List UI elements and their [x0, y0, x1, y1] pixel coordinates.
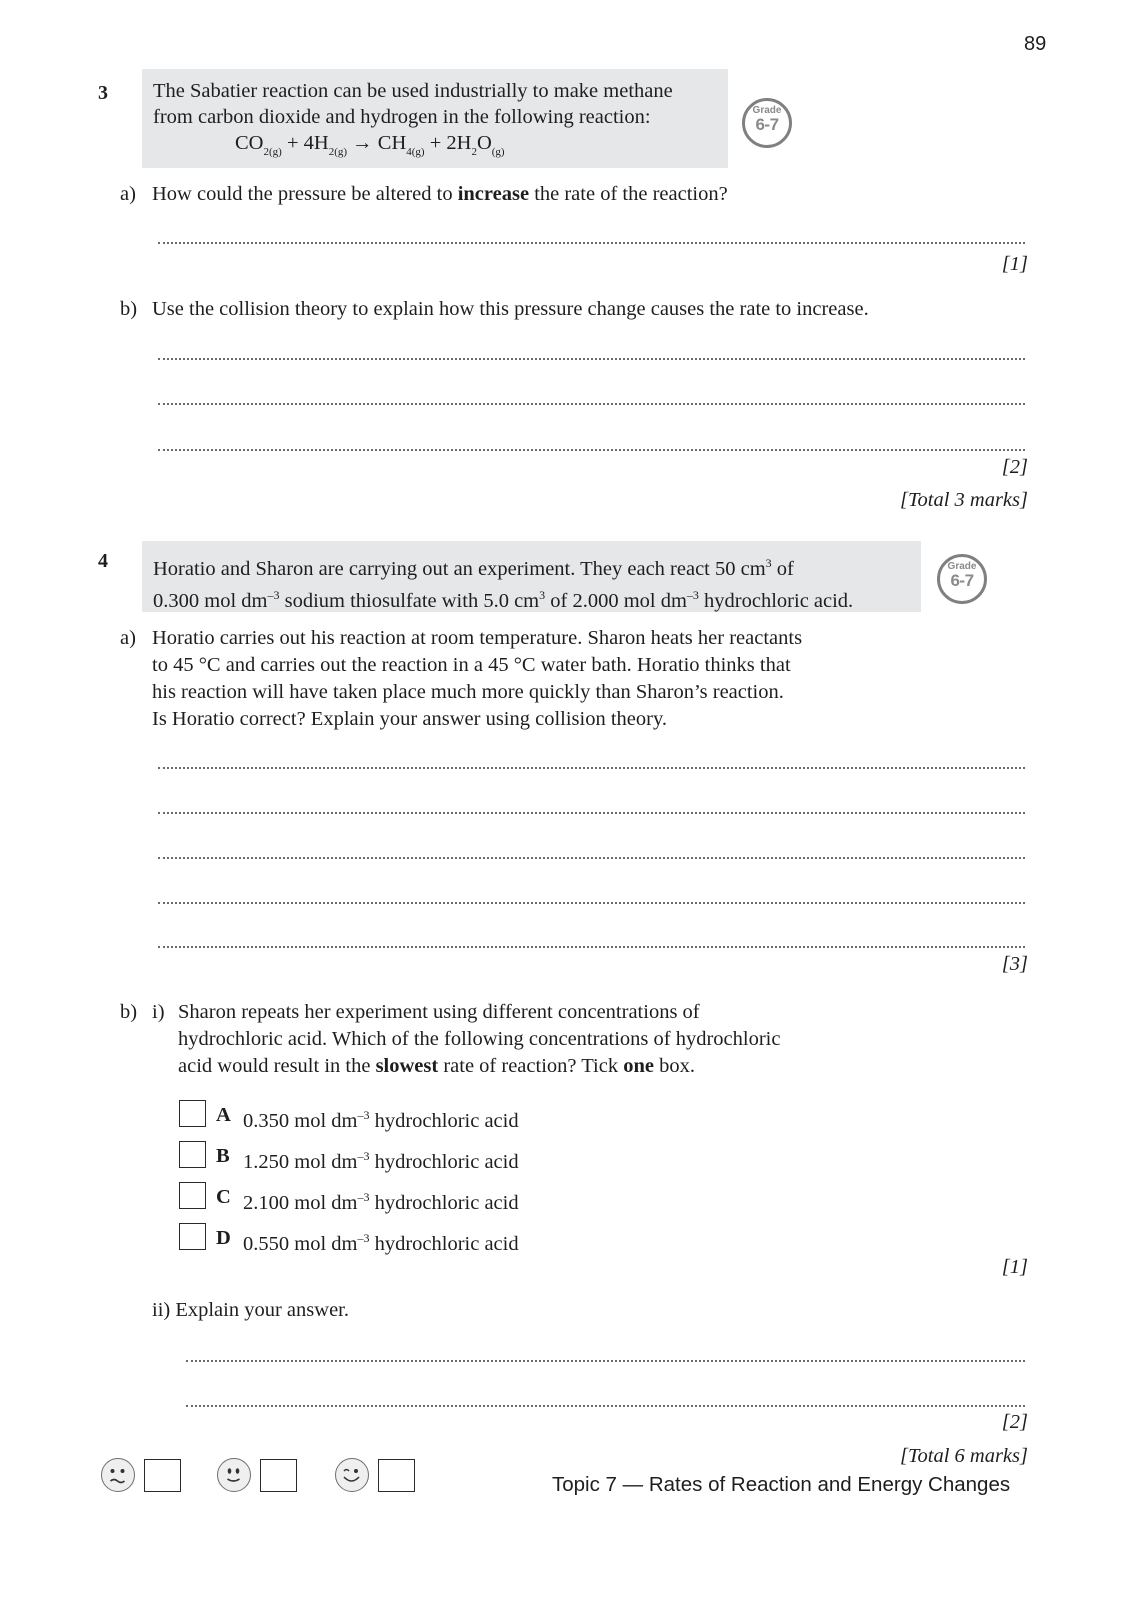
- option-text: [243, 1100, 519, 1136]
- option-sup: –3: [357, 1108, 370, 1122]
- question-3-number: 3: [98, 82, 108, 104]
- option-value: 0.550 mol dm: [243, 1233, 358, 1255]
- grade-label: Grade: [752, 105, 782, 116]
- option-value: 1.250 mol dm: [243, 1151, 358, 1173]
- q4-intro-2-sup3: –3: [686, 588, 699, 602]
- eq-co2: CO: [235, 132, 264, 154]
- q4bi-marks: [1]: [1001, 1256, 1028, 1278]
- q3b-text: Use the collision theory to explain how this pressure change causes the rate to increase.: [152, 298, 869, 320]
- question-3b: [120, 296, 1052, 323]
- q3-intro-line-1: The Sabatier reaction can be used industrially to make methane: [153, 80, 673, 102]
- q4bii-text: Explain your answer.: [175, 1299, 349, 1321]
- q4a-marks: [3]: [1001, 953, 1028, 975]
- q3-intro-line-2: from carbon dioxide and hydrogen in the following reaction:: [153, 106, 651, 128]
- happy-face-icon: [335, 1458, 369, 1492]
- q4bi-line-3c: box.: [653, 1055, 695, 1077]
- q4-total-marks: [Total 6 marks]: [900, 1445, 1028, 1467]
- answer-line[interactable]: [158, 902, 1025, 904]
- eq-ch4: → CH: [352, 132, 407, 154]
- grade-label: Grade: [947, 561, 977, 572]
- eq-o: O: [476, 132, 492, 154]
- answer-line[interactable]: [158, 946, 1025, 948]
- q4-intro-2a: 0.300 mol dm: [153, 590, 268, 612]
- sabatier-equation: [235, 130, 717, 165]
- q4bi-line-1: Sharon repeats her experiment using different concentrations of: [178, 1001, 700, 1023]
- q4-intro-line-2: [153, 582, 910, 614]
- option-rest: hydrochloric acid: [369, 1151, 519, 1173]
- answer-line[interactable]: [158, 767, 1025, 769]
- page-number: 89: [1024, 33, 1047, 55]
- tick-box[interactable]: [179, 1223, 206, 1250]
- question-4a: [120, 625, 1032, 733]
- q3a-label: a): [120, 183, 136, 205]
- q3a-marks: [1]: [1001, 253, 1028, 275]
- question-4b-ii: [152, 1297, 652, 1324]
- q4b-label-group: [120, 999, 165, 1026]
- q4-intro-2b: sodium thiosulfate with 5.0 cm: [279, 590, 540, 612]
- option-d[interactable]: [179, 1223, 599, 1253]
- q4-intro-1b: of: [771, 558, 794, 580]
- q4bi-one: one: [623, 1055, 654, 1077]
- q4a-line-1: Horatio carries out his reaction at room temperature. Sharon heats her reactants: [152, 627, 803, 649]
- eq-h2o-sub: 2: [471, 146, 477, 158]
- q4bi-line-3: [178, 1053, 1038, 1080]
- q4bi-line-3b: rate of reaction? Tick: [438, 1055, 624, 1077]
- q4-intro-2d: hydrochloric acid.: [698, 590, 854, 612]
- q3b-marks: [2]: [1001, 456, 1028, 478]
- option-rest: hydrochloric acid: [369, 1233, 519, 1255]
- eq-h2-state: 2(g): [328, 146, 348, 158]
- option-text: [243, 1182, 519, 1218]
- q4a-line-2: to 45 °C and carries out the reaction in a 45 °C water bath. Horatio thinks that: [152, 654, 791, 676]
- option-letter: D: [216, 1227, 231, 1249]
- neutral-face-icon: [217, 1458, 251, 1492]
- option-sup: –3: [357, 1149, 370, 1163]
- answer-line[interactable]: [186, 1405, 1025, 1407]
- option-value: 2.100 mol dm: [243, 1192, 358, 1214]
- option-sup: –3: [357, 1190, 370, 1204]
- option-b[interactable]: [179, 1141, 599, 1171]
- option-rest: hydrochloric acid: [369, 1192, 519, 1214]
- answer-line[interactable]: [158, 358, 1025, 360]
- grade-badge-icon: [742, 98, 792, 148]
- option-c[interactable]: [179, 1182, 599, 1212]
- option-sup: –3: [357, 1231, 370, 1245]
- q3b-label: b): [120, 298, 138, 320]
- tick-box[interactable]: [179, 1141, 206, 1168]
- option-letter: A: [216, 1104, 231, 1126]
- answer-line[interactable]: [186, 1360, 1025, 1362]
- answer-line[interactable]: [158, 403, 1025, 405]
- option-letter: C: [216, 1186, 231, 1208]
- confidence-box-neutral[interactable]: [260, 1459, 297, 1492]
- grade-badge-icon: [937, 554, 987, 604]
- option-a[interactable]: [179, 1100, 599, 1130]
- option-text: [243, 1141, 519, 1177]
- q4bii-marks: [2]: [1001, 1411, 1028, 1433]
- q4bi-slowest: slowest: [375, 1055, 439, 1077]
- q4b-label: b): [120, 1001, 138, 1023]
- tick-box[interactable]: [179, 1182, 206, 1209]
- eq-h2o-state: (g): [491, 146, 505, 158]
- q4bi-line-3a: acid would result in the: [178, 1055, 376, 1077]
- q4-intro-1-sup: 3: [765, 556, 772, 570]
- sad-face-icon: [101, 1458, 135, 1492]
- q3a-bold: increase: [457, 183, 530, 205]
- option-value: 0.350 mol dm: [243, 1110, 358, 1132]
- option-text: [243, 1223, 519, 1259]
- option-rest: hydrochloric acid: [369, 1110, 519, 1132]
- q4-intro-2c: of 2.000 mol dm: [545, 590, 687, 612]
- q4-intro-2-sup1: –3: [267, 588, 280, 602]
- eq-ch4-state: 4(g): [406, 146, 425, 158]
- q3a-text-before: How could the pressure be altered to: [152, 183, 458, 205]
- q4bi-line-2: hydrochloric acid. Which of the following concentrations of hydrochloric: [178, 1028, 781, 1050]
- question-4b-i: [178, 999, 1038, 1080]
- q3a-text-after: the rate of the reaction?: [529, 183, 728, 205]
- answer-line[interactable]: [158, 857, 1025, 859]
- question-3a: [120, 181, 1032, 208]
- eq-h2: + 4H: [286, 132, 329, 154]
- q4a-label: a): [120, 627, 136, 649]
- q4-intro-2-sup2: 3: [539, 588, 546, 602]
- confidence-box-happy[interactable]: [378, 1459, 415, 1492]
- confidence-box-sad[interactable]: [144, 1459, 181, 1492]
- grade-value: 6-7: [950, 571, 974, 590]
- eq-co2-state: 2(g): [263, 146, 282, 158]
- question-3-intro: [142, 69, 728, 168]
- answer-line[interactable]: [158, 242, 1025, 244]
- q4-intro-line-1: [153, 550, 910, 582]
- question-4-intro: [142, 541, 921, 612]
- topic-footer: Topic 7 — Rates of Reaction and Energy Changes: [552, 1473, 1011, 1496]
- q4bii-label: ii): [152, 1299, 171, 1321]
- answer-line[interactable]: [158, 812, 1025, 814]
- answer-line[interactable]: [158, 449, 1025, 451]
- q4a-line-4: Is Horatio correct? Explain your answer using collision theory.: [152, 708, 668, 730]
- question-4-number: 4: [98, 550, 108, 572]
- q4a-line-3: his reaction will have taken place much more quickly than Sharon’s reaction.: [152, 681, 784, 703]
- option-letter: B: [216, 1145, 230, 1167]
- q4bi-label: i): [152, 1001, 165, 1023]
- q3-total-marks: [Total 3 marks]: [900, 489, 1028, 511]
- grade-value: 6-7: [755, 115, 779, 134]
- q4-intro-1a: Horatio and Sharon are carrying out an experiment. They each react 50 cm: [153, 558, 766, 580]
- tick-box[interactable]: [179, 1100, 206, 1127]
- eq-h2o: + 2H: [429, 132, 472, 154]
